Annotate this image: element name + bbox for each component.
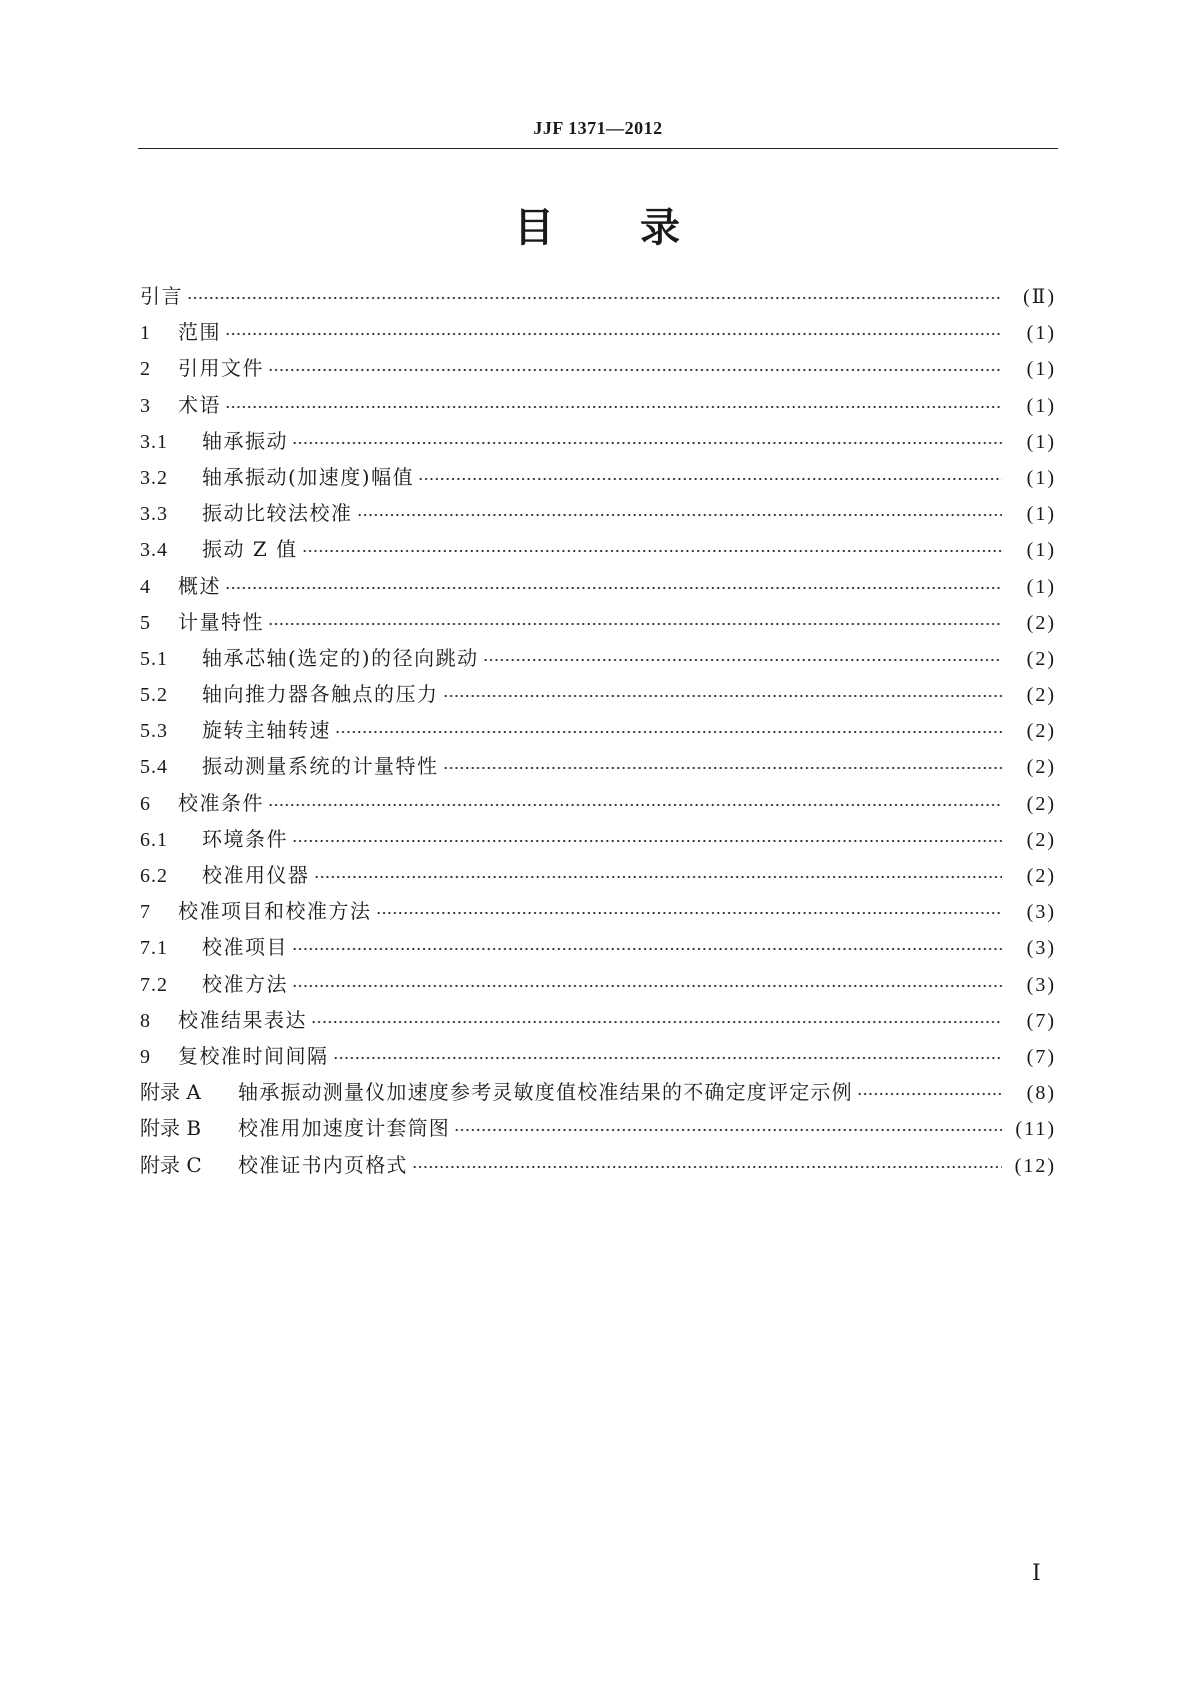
toc-entry-number: 5.2 <box>140 684 168 707</box>
toc-entry-label: 环境条件 <box>202 826 288 851</box>
dot-leader <box>335 715 1002 735</box>
toc-entry-label: 轴承芯轴(选定的)的径向跳动 <box>202 645 479 670</box>
toc-entry-number: 6.2 <box>140 865 168 887</box>
toc-entry[interactable] <box>140 533 1056 569</box>
toc-entry-number: 4 <box>140 575 151 598</box>
toc-entry-page: (Ⅱ) <box>1023 286 1056 308</box>
toc-entry-label: 概述 <box>178 573 221 598</box>
title-char-left: 目 <box>514 205 556 251</box>
toc-entry[interactable] <box>140 714 1056 750</box>
toc-entry-page: (7) <box>1026 1009 1056 1032</box>
toc-entry-page: (7) <box>1026 1045 1056 1068</box>
toc-entry[interactable] <box>140 606 1056 642</box>
toc-entry-label: 术语 <box>178 392 221 417</box>
toc-entry[interactable] <box>140 968 1056 1004</box>
toc-entry-number: 1 <box>140 322 151 345</box>
toc-entry-page: (2) <box>1026 611 1056 634</box>
toc-entry-label: 轴承振动 <box>202 428 288 453</box>
toc-entry-label: 计量特性 <box>178 609 264 634</box>
dot-leader <box>333 1041 1003 1061</box>
toc-entry-page: (2) <box>1026 792 1056 815</box>
toc-entry[interactable] <box>140 823 1056 859</box>
toc-entry-label: 振动测量系统的计量特性 <box>202 754 439 779</box>
toc-entry-number: 附录 C <box>140 1152 202 1177</box>
page-title <box>138 196 1058 253</box>
table-of-contents <box>140 280 1056 1185</box>
toc-entry[interactable] <box>140 678 1056 714</box>
toc-entry-page: (2) <box>1026 684 1056 707</box>
toc-entry-page: (3) <box>1026 937 1056 960</box>
header-rule <box>138 148 1058 149</box>
toc-entry[interactable] <box>140 497 1056 533</box>
document-code-header: JJF 1371—2012 <box>533 118 663 138</box>
toc-entry-label: 引言 <box>140 284 183 308</box>
dot-leader <box>187 281 1002 301</box>
toc-entry-number: 3.1 <box>140 430 168 453</box>
toc-entry[interactable] <box>140 389 1056 425</box>
toc-entry-label: 轴向推力器各触点的压力 <box>202 682 439 707</box>
page-number: Ⅰ <box>1032 1560 1041 1585</box>
toc-entry-number: 6.1 <box>140 828 168 851</box>
toc-entry-label: 校准项目 <box>202 935 288 960</box>
dot-leader <box>292 824 1002 844</box>
dot-leader <box>376 896 1003 916</box>
toc-entry-page: (3) <box>1026 901 1056 924</box>
toc-entry-label: 校准用仪器 <box>202 863 310 887</box>
toc-entry-label: 校准项目和校准方法 <box>178 899 372 924</box>
toc-entry[interactable] <box>140 1076 1056 1112</box>
toc-entry[interactable] <box>140 1004 1056 1040</box>
toc-entry-number: 2 <box>140 358 151 381</box>
dot-leader <box>857 1077 1002 1097</box>
toc-entry-page: (1) <box>1026 503 1056 526</box>
dot-leader <box>412 1150 1002 1170</box>
toc-entry-number: 5.3 <box>140 720 168 743</box>
toc-entry[interactable] <box>140 280 1056 316</box>
toc-entry[interactable] <box>140 570 1056 606</box>
toc-entry-page: (2) <box>1026 720 1056 743</box>
toc-entry-number: 3.2 <box>140 466 168 489</box>
dot-leader <box>302 534 1002 554</box>
dot-leader <box>443 679 1003 699</box>
toc-entry-number: 5.4 <box>140 756 168 779</box>
toc-entry-page: (1) <box>1026 394 1056 417</box>
dot-leader <box>454 1113 1002 1133</box>
toc-entry[interactable] <box>140 859 1056 895</box>
dot-leader <box>268 607 1002 627</box>
toc-entry-label: 校准条件 <box>178 790 264 815</box>
toc-entry-label: 校准结果表达 <box>178 1007 307 1032</box>
toc-entry[interactable] <box>140 750 1056 786</box>
toc-entry-page: (11) <box>1015 1118 1056 1141</box>
toc-entry-page: (1) <box>1026 466 1056 489</box>
toc-entry[interactable] <box>140 1040 1056 1076</box>
toc-entry-number: 7.2 <box>140 973 168 996</box>
toc-entry-page: (2) <box>1026 865 1056 887</box>
toc-entry-number: 8 <box>140 1009 151 1032</box>
toc-entry[interactable] <box>140 425 1056 461</box>
toc-entry-label: 轴承振动测量仪加速度参考灵敏度值校准结果的不确定度评定示例 <box>238 1080 853 1105</box>
dot-leader <box>292 969 1002 989</box>
toc-entry-label: 轴承振动(加速度)幅值 <box>202 464 415 489</box>
dot-leader <box>292 932 1002 952</box>
toc-entry-label: 旋转主轴转速 <box>202 718 331 743</box>
toc-entry-number: 附录 B <box>140 1116 202 1141</box>
toc-entry-label: 范围 <box>178 320 221 345</box>
toc-entry-page: (3) <box>1026 973 1056 996</box>
dot-leader <box>314 860 1003 880</box>
toc-entry-label: 校准方法 <box>202 971 288 996</box>
title-char-right: 录 <box>640 205 682 251</box>
toc-entry[interactable] <box>140 352 1056 388</box>
toc-entry-number: 5 <box>140 611 151 634</box>
toc-entry-page: (1) <box>1026 539 1056 562</box>
dot-leader <box>311 1005 1002 1025</box>
dot-leader <box>268 788 1002 808</box>
toc-entry-page: (1) <box>1026 430 1056 453</box>
toc-entry-label: 振动 Z 值 <box>202 537 298 562</box>
dot-leader <box>225 317 1002 337</box>
toc-entry-number: 3.4 <box>140 539 168 562</box>
toc-entry[interactable] <box>140 895 1056 931</box>
toc-entry-label: 校准证书内页格式 <box>238 1152 408 1177</box>
toc-entry-number: 6 <box>140 792 151 815</box>
dot-leader <box>292 426 1002 446</box>
dot-leader <box>443 751 1003 771</box>
dot-leader <box>268 353 1002 373</box>
toc-entry[interactable] <box>140 642 1056 678</box>
toc-entry-number: 3.3 <box>140 503 168 526</box>
toc-entry-number: 7 <box>140 901 151 924</box>
toc-entry-page: (2) <box>1026 647 1056 670</box>
toc-entry-page: (1) <box>1026 575 1056 598</box>
toc-entry-number: 3 <box>140 394 151 417</box>
toc-entry[interactable] <box>140 461 1056 497</box>
toc-entry-page: (2) <box>1026 756 1056 779</box>
toc-entry-label: 振动比较法校准 <box>202 501 353 526</box>
toc-entry-page: (8) <box>1026 1082 1056 1105</box>
toc-entry-number: 5.1 <box>140 647 168 670</box>
toc-entry-page: (12) <box>1014 1154 1056 1177</box>
dot-leader <box>225 390 1002 410</box>
toc-entry-label: 引用文件 <box>178 356 264 381</box>
toc-entry-page: (1) <box>1026 322 1056 345</box>
dot-leader <box>357 498 1003 518</box>
dot-leader <box>483 643 1002 663</box>
toc-entry-page: (2) <box>1026 828 1056 851</box>
toc-entry-page: (1) <box>1026 358 1056 381</box>
toc-entry[interactable] <box>140 316 1056 352</box>
toc-entry[interactable] <box>140 931 1056 967</box>
toc-entry[interactable] <box>140 787 1056 823</box>
toc-entry-number: 附录 A <box>140 1080 201 1105</box>
toc-entry-label: 校准用加速度计套筒图 <box>238 1116 450 1141</box>
toc-entry[interactable] <box>140 1149 1056 1185</box>
toc-entry-label: 复校准时间间隔 <box>178 1043 329 1068</box>
toc-entry[interactable] <box>140 1112 1056 1148</box>
dot-leader <box>225 571 1002 591</box>
toc-entry-number: 9 <box>140 1045 151 1068</box>
dot-leader <box>418 462 1002 482</box>
toc-entry-number: 7.1 <box>140 937 168 960</box>
